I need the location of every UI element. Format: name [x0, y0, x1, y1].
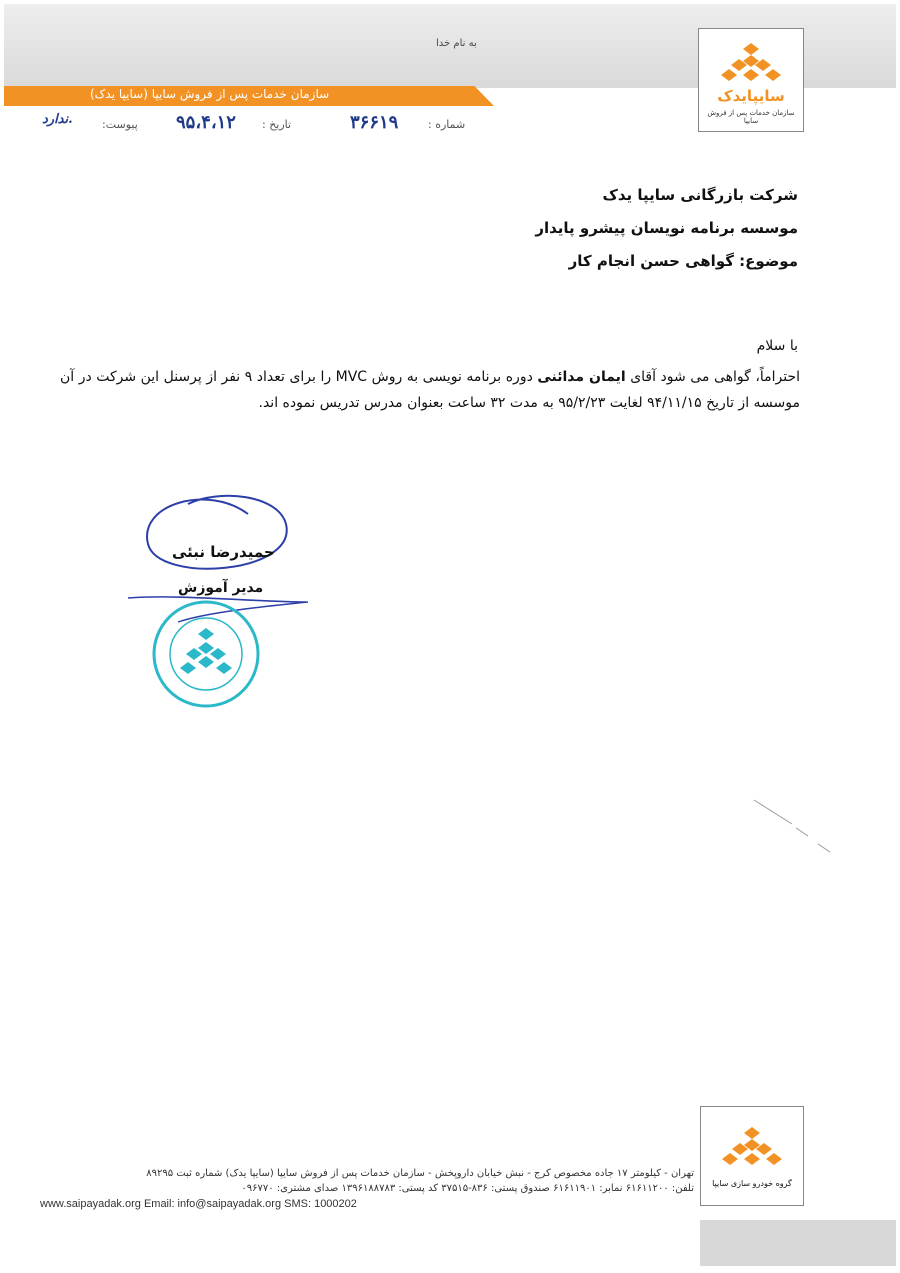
- number-label: شماره :: [428, 118, 466, 131]
- instructor-name: ایمان مدائنی: [537, 369, 626, 385]
- body-part2: دوره برنامه نویسی به روش MVC را برای تعداد ۹ نفر از پرسنل این شرکت در آن موسسه از تاریخ ۹۴/۱۱/۱۵ لغایت ۹۵/۲/۲۳ به مدت ۳۲ ساعت بعنوان مدرس تدریس نموده اند.: [60, 369, 800, 411]
- footer-address: تهران - کیلومتر ۱۷ جاده مخصوص کرج - نبش خیابان داروپخش - سازمان خدمات پس از فروش سایپا (سایپا یدک) شماره ثبت ۸۹۲۹۵: [146, 1168, 694, 1179]
- recipient-block: [535, 179, 798, 278]
- footer-logo-box: [700, 1106, 804, 1206]
- recipient-line2: موسسه برنامه نویسان پیشرو پایدار: [535, 219, 798, 237]
- bismillah-text: به نام خدا: [436, 38, 477, 49]
- certificate-body: [60, 364, 800, 416]
- subject-line: موضوع: گواهی حسن انجام کار: [568, 252, 798, 270]
- attachment-value: ندارد.: [42, 112, 73, 127]
- logo-box: [698, 28, 804, 132]
- footer-logo-icon: [701, 1107, 803, 1205]
- footer-phones: تلفن: ۶۱۶۱۱۲۰۰ نمابر: ۶۱۶۱۱۹۰۱ صندوق پستی: ۸۳۶-۳۷۵۱۵ کد پستی: ۱۳۹۶۱۸۸۷۸۳ صدای مشتری: ۰۹۶۷۷۰: [241, 1183, 694, 1194]
- date-label: تاریخ :: [262, 118, 292, 131]
- date-value: ۹۵،۴،۱۲: [176, 112, 236, 133]
- signatory-name: حمیدرضا نبئی: [172, 543, 275, 561]
- footer-group-label: گروه خودرو سازی سایپا: [712, 1179, 792, 1188]
- signature-stamp-icon: [118, 484, 318, 724]
- logo-subtitle: سازمان خدمات پس از فروش سایپا: [707, 109, 795, 125]
- logo-brand: سایپایدک: [717, 87, 785, 105]
- footer-bar: [700, 1220, 896, 1266]
- attachment-label: پیوست:: [102, 118, 138, 131]
- signatory-title: مدیر آموزش: [178, 580, 264, 596]
- pen-mark-icon: [752, 798, 842, 858]
- footer-web: www.saipayadak.org Email: info@saipayadak.org SMS: 1000202: [40, 1198, 357, 1210]
- number-value: ۳۶۶۱۹: [350, 112, 399, 133]
- body-part1: احتراماً، گواهی می شود آقای: [625, 369, 800, 385]
- recipient-line1: شرکت بازرگانی سایپا یدک: [602, 186, 798, 204]
- greeting: با سلام: [756, 338, 798, 354]
- org-title: سازمان خدمات پس از فروش سایپا (سایپا یدک): [90, 87, 330, 101]
